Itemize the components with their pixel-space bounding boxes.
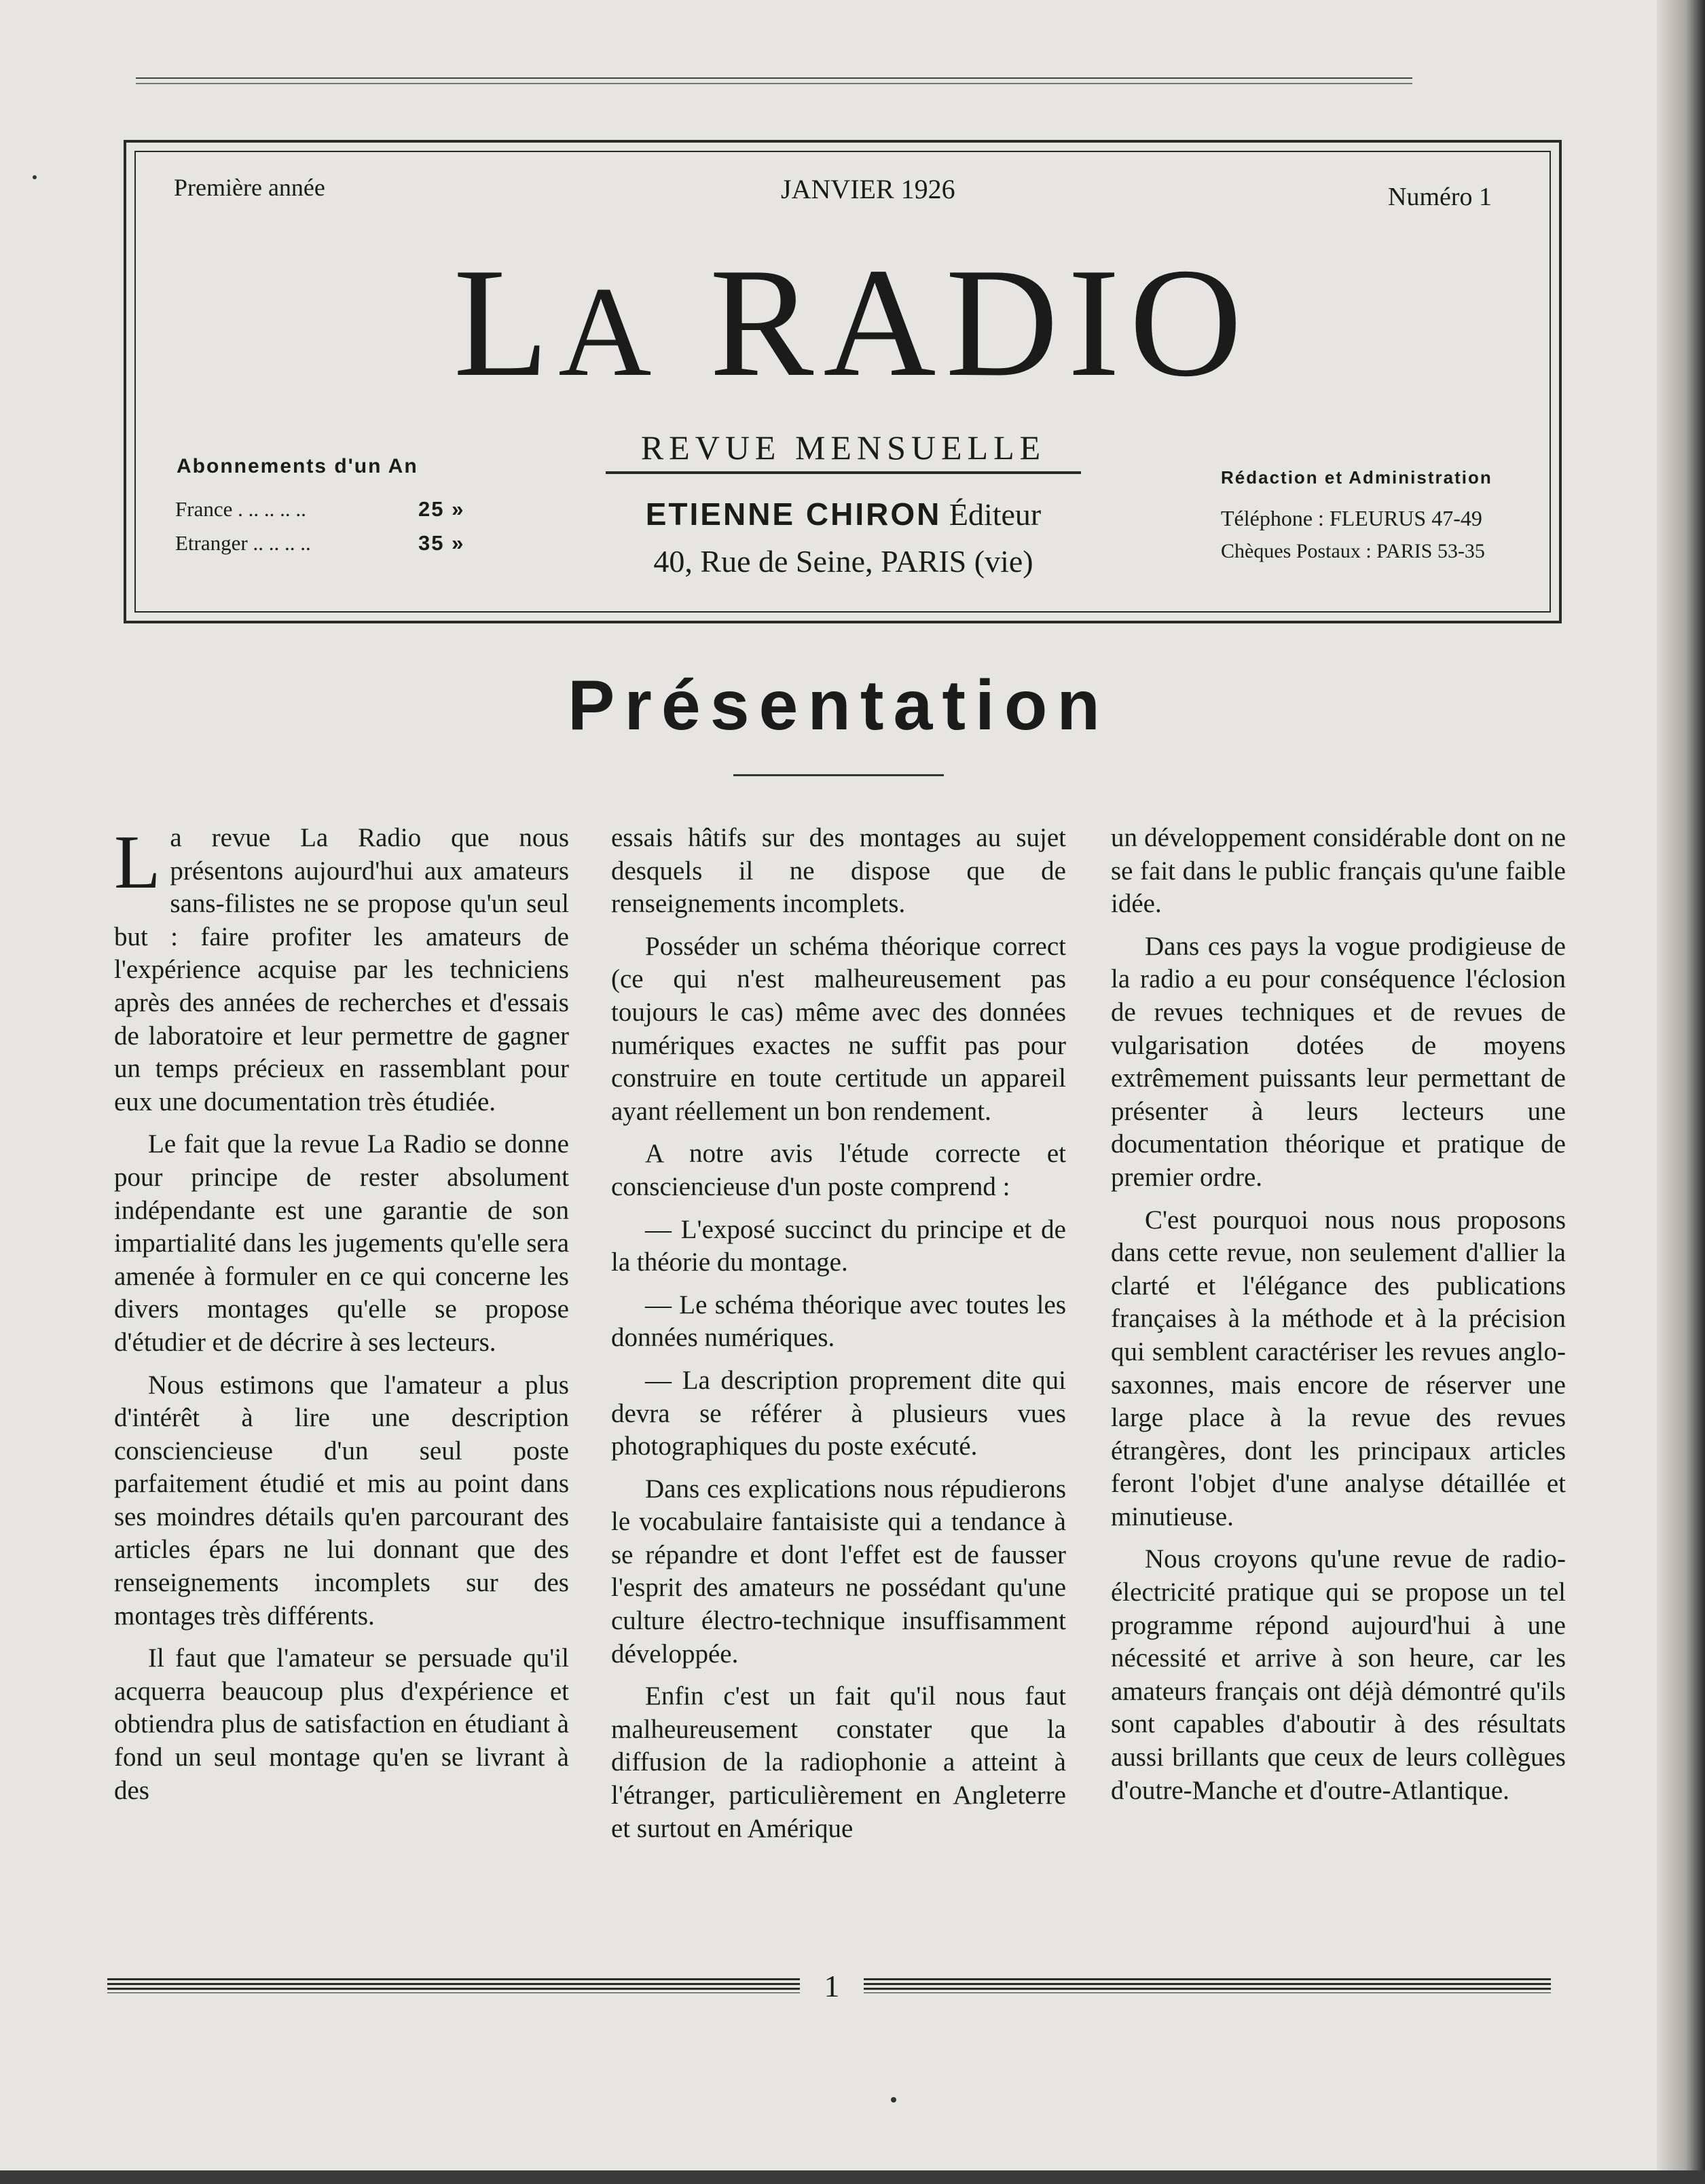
footer-rule-right [864,1978,1551,1993]
article-paragraph: un développement considérable dont on ne se fait dans le public français qu'une faible idée. [1111,823,1566,919]
subscriptions-heading: Abonnements d'un An [177,455,418,477]
paragraph-text: a revue La Radio que nous présentons aujourd'hui aux amateurs sans-filistes ne se propose qu'un seul but : faire profiter les amateurs de l'expérience acquise par les techniciens après des années de recherches et d'essais de laboratoire et leur permettre de gagner un temps précieux en rassemblant pour eux une documentation très étudiée. [114,823,569,1116]
article-paragraph: Nous estimons que l'amateur a plus d'intérêt à lire une description consciencieuse d'un seul poste parfaitement étudié et mis au point dans ses moindres détails qu'en parcourant des articles épars ne lui donnant que des renseignements incomplets sur des montages très différents. [114,1370,569,1631]
article-paragraph: Il faut que l'amateur se persuade qu'il acquerra beaucoup plus d'expérience et obtiendra plus de satisfaction en étudiant à fond un seul montage qu'en se livrant à des [114,1643,569,1805]
title-letter-l: L [453,236,559,409]
masthead-top-rule [136,77,1412,84]
article-column-3 [1111,822,1566,1817]
headline-rule [733,774,944,776]
article-list-item: — L'exposé succinct du principe et de la théorie du montage. [611,1214,1066,1277]
administration-phone: Téléphone : FLEURUS 47-49 [1221,506,1482,530]
article-list-item: — La description proprement dite qui devra se référer à plusieurs vues photographiques du poste exécuté. [611,1365,1066,1461]
page-number: 1 [824,1969,840,2003]
subscription-abroad-price: 35 » [418,531,465,555]
page-bottom-shadow [0,2170,1705,2184]
article-paragraph: C'est pourquoi nous nous proposons dans cette revue, non seulement d'allier la clarté et l'élégance des publications françaises à la méthode et à la précision qui semblent caractériser les revues anglo-saxonnes, mais encore de réserver une large place à la revue des revues étrangères, dont les principaux articles feront l'objet d'une analyse détaillée et minutieuse. [1111,1205,1566,1531]
issue-date: JANVIER 1926 [781,174,955,204]
article-list-item: — Le schéma théorique avec toutes les données numériques. [611,1290,1066,1353]
issue-number: Numéro 1 [1388,183,1492,211]
article-paragraph: Dans ces pays la vogue prodigieuse de la radio a eu pour conséquence l'éclosion de revues techniques et de revues de vulgarisation dotées de moyens extrêmement puissants leur permettant de présenter à leurs lecteurs une documentation théorique et pratique de premier ordre. [1111,931,1566,1192]
article-paragraph: essais hâtifs sur des montages au sujet desquels il ne dispose que de renseignements incomplets. [611,823,1066,919]
article-column-2 [611,822,1066,1855]
magazine-title [0,236,1705,409]
drop-cap: L [114,820,161,905]
administration-heading: Rédaction et Administration [1221,467,1492,488]
article-paragraph: Posséder un schéma théorique correct (ce qui n'est malheureusement pas toujours le cas) même avec des données numériques exactes ne suffit pas pour construire en toute certitude un appareil ayant réellement un bon rendement. [611,931,1066,1126]
subscription-france-price: 25 » [418,497,465,521]
article-paragraph: Enfin c'est un fait qu'il nous faut malheureusement constater que la diffusion de la radiophonie a atteint à l'étranger, particulièrement en Angleterre et surtout en Amérique [611,1681,1066,1843]
subscription-abroad-label: Etranger .. .. .. .. [175,531,311,555]
publisher-name: ETIENNE CHIRON [645,496,942,532]
magazine-subtitle: REVUE MENSUELLE [606,428,1081,474]
title-word-radio: RADIO [661,236,1252,409]
subscription-france-label: France . .. .. .. .. [175,497,306,521]
print-speck [891,2097,896,2103]
article-paragraph: Nous croyons qu'une revue de radio-électricité pratique qui se propose un tel programme répond aujourd'hui à une nécessité et arrive à son heure, car les amateurs français ont déjà démontré qu'ils sont capables d'aboutir à des résultats aussi brillants que ceux de leurs collègues d'outre-Manche et d'outre-Atlantique. [1111,1544,1566,1805]
year-label: Première année [174,174,325,201]
article-headline: Présentation [568,666,1110,745]
print-speck [33,175,37,179]
article-paragraph: A notre avis l'étude correcte et consciencieuse d'un poste comprend : [611,1139,1066,1201]
title-letter-a: A [558,261,661,403]
publisher-role: Éditeur [949,497,1042,532]
administration-postal: Chèques Postaux : PARIS 53-35 [1221,540,1485,562]
publisher-address: 40, Rue de Seine, PARIS (vie) [653,544,1033,579]
article-paragraph [114,822,569,1118]
publisher-line [606,496,1081,532]
article-paragraph: Le fait que la revue La Radio se donne pour principe de rester absolument indépendante est une garantie de son impartialité dans les jugements qu'elle sera amenée à formuler en ce qui concerne les divers montages qu'elle se propose d'étudier et de décrire à ses lecteurs. [114,1129,569,1357]
article-paragraph: Dans ces explications nous répudierons le vocabulaire fantaisiste qui a tendance à se répandre et dont l'effet est de fausser l'esprit des amateurs ne possédant qu'une culture électro-technique insuffisamment développée. [611,1474,1066,1669]
article-column-1 [114,822,569,1817]
footer-rule-left [107,1978,800,1993]
